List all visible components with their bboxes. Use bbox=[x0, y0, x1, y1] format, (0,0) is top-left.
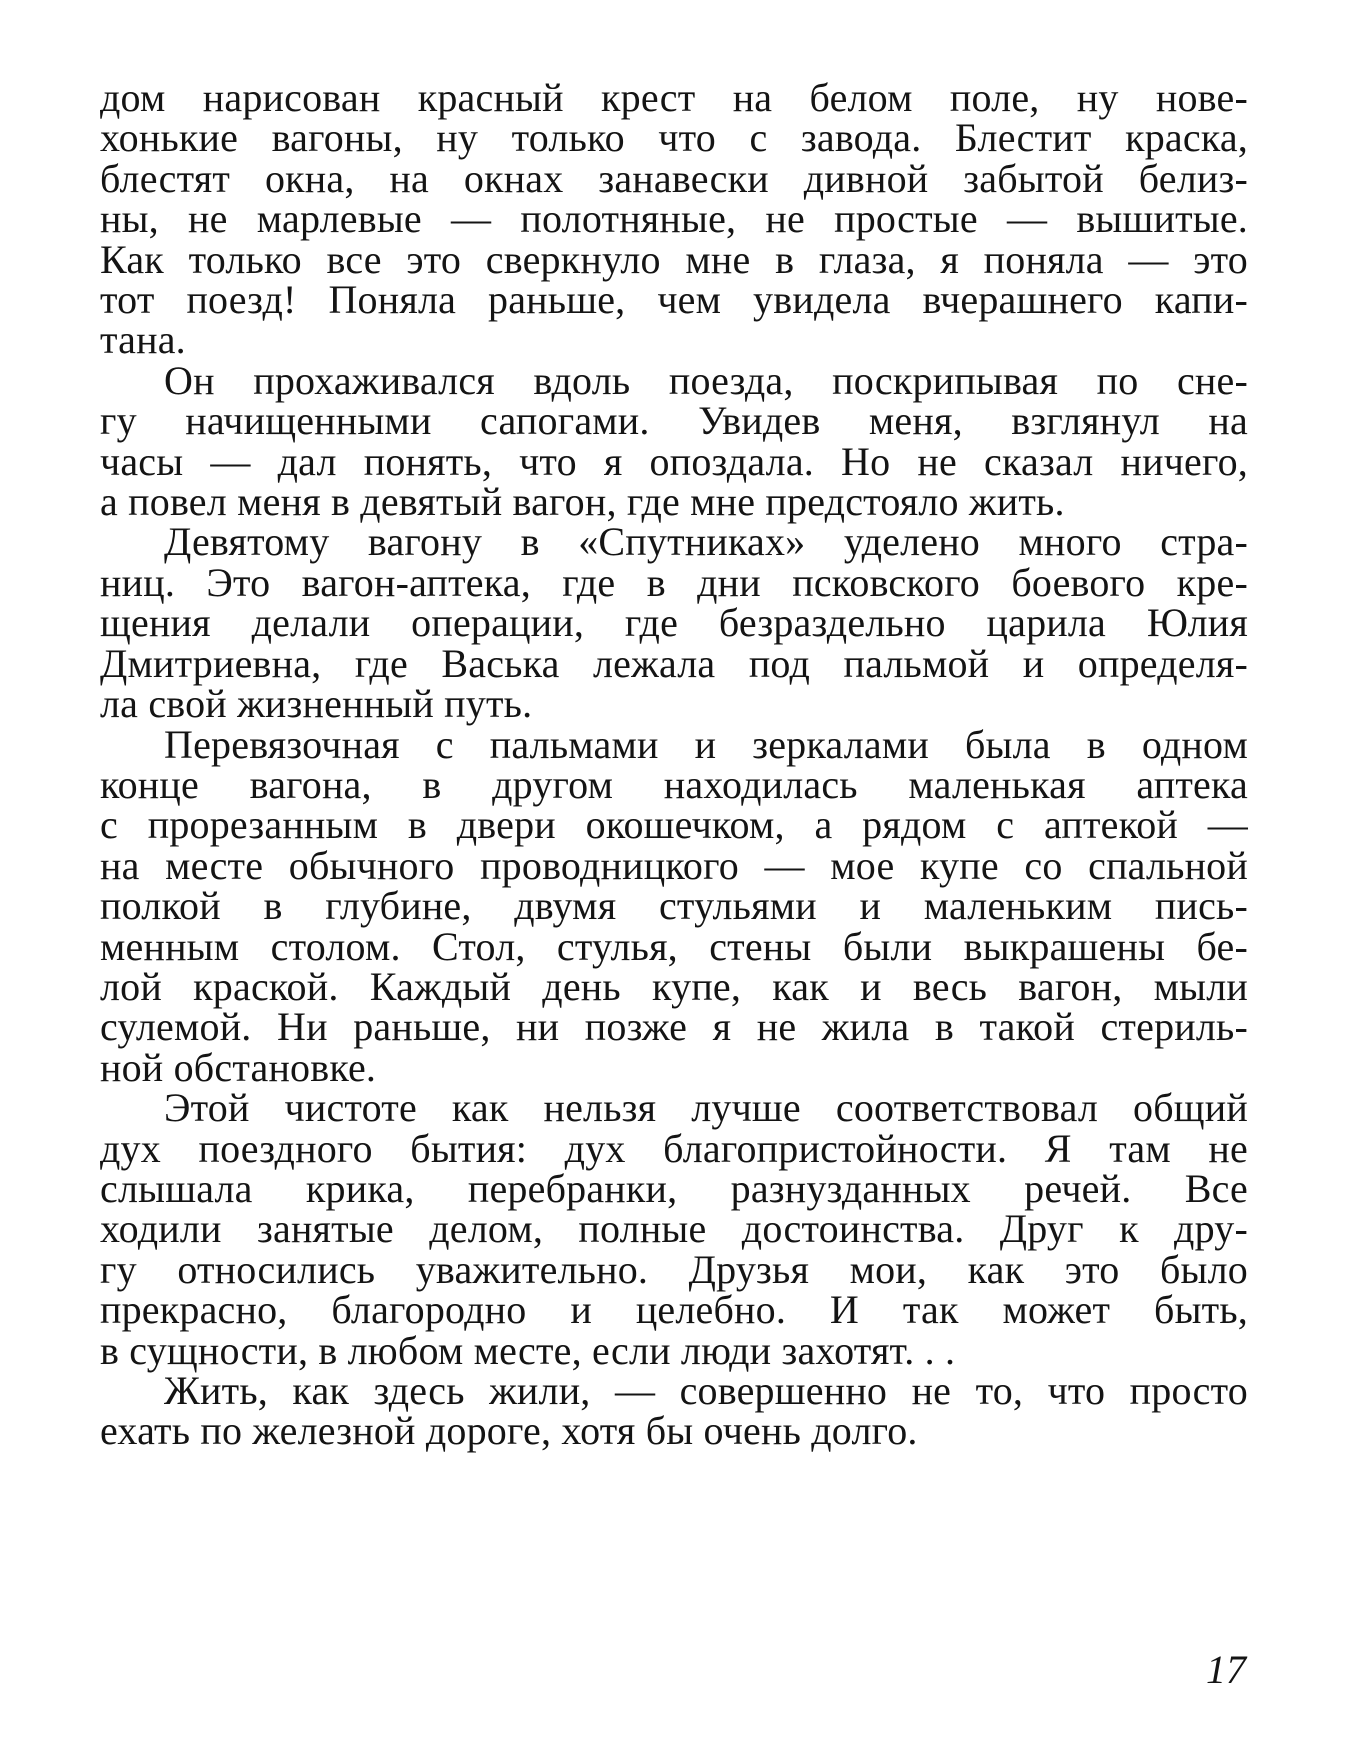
text-line: Как только все это сверкнуло мне в глаза, я поняла — это bbox=[100, 236, 1248, 282]
text-line: на месте обычного проводницкого — мое купе со спальной bbox=[100, 842, 1248, 888]
text-line: блестят окна, на окнах занавески дивной забытой белиз- bbox=[100, 155, 1248, 201]
text-line: полкой в глубине, двумя стульями и маленьким пись- bbox=[100, 883, 1248, 929]
text-line: дух поездного бытия: дух благопристойности. Я там не bbox=[100, 1125, 1248, 1171]
text-line: тот поезд! Поняла раньше, чем увидела вчерашнего капи- bbox=[100, 277, 1248, 323]
text-line: гу начищенными сапогами. Увидев меня, взглянул на bbox=[100, 398, 1248, 444]
text-line: Этой чистоте как нельзя лучше соответствовал общий bbox=[164, 1085, 1248, 1131]
text-line: а повел меня в девятый вагон, где мне предстояло жить. bbox=[100, 479, 1065, 525]
page-number: 17 bbox=[1206, 1647, 1246, 1692]
text-line: Девятому вагону в «Спутниках» уделено много стра- bbox=[164, 519, 1248, 565]
text-line: Жить, как здесь жили, — совершенно не то, что просто bbox=[164, 1368, 1248, 1413]
text-line: ла свой жизненный путь. bbox=[100, 681, 533, 727]
text-line: ниц. Это вагон-аптека, где в дни псковского боевого кре- bbox=[100, 559, 1248, 605]
text-line: тана. bbox=[100, 317, 186, 363]
text-line: щения делали операции, где безраздельно царила Юлия bbox=[100, 600, 1248, 646]
paragraph bbox=[100, 1368, 1248, 1454]
text-line: ны, не марлевые — полотняные, не простые — вышитые. bbox=[100, 196, 1248, 242]
text-line: ходили занятые делом, полные достоинства. Друг к дру- bbox=[100, 1206, 1248, 1252]
text-line: в сущности, в любом месте, если люди захотят. . . bbox=[100, 1327, 956, 1373]
text-line: с прорезанным в двери окошечком, а рядом с аптекой — bbox=[100, 802, 1248, 848]
paragraph bbox=[100, 1085, 1248, 1373]
text-line: Он прохаживался вдоль поезда, поскрипывая по сне- bbox=[164, 357, 1248, 403]
text-line: дом нарисован красный крест на белом поле, ну нове- bbox=[100, 75, 1248, 120]
text-line: Дмитриевна, где Васька лежала под пальмой и определя- bbox=[100, 640, 1248, 686]
text-line: сулемой. Ни раньше, ни позже я не жила в такой стериль- bbox=[100, 1004, 1248, 1050]
paragraph bbox=[100, 75, 1248, 363]
text-line: менным столом. Стол, стулья, стены были выкрашены бе- bbox=[100, 923, 1248, 969]
paragraph bbox=[100, 357, 1248, 525]
text-line: лой краской. Каждый день купе, как и весь вагон, мыли bbox=[100, 963, 1248, 1009]
body-text bbox=[100, 75, 1248, 1454]
text-line: хонькие вагоны, ну только что с завода. Блестит краска, bbox=[100, 115, 1248, 161]
paragraph bbox=[100, 519, 1248, 727]
text-line: ехать по железной дороге, хотя бы очень долго. bbox=[100, 1408, 918, 1454]
text-line: прекрасно, благородно и целебно. И так может быть, bbox=[100, 1287, 1248, 1333]
text-line: ной обстановке. bbox=[100, 1044, 377, 1090]
paragraph bbox=[100, 721, 1248, 1090]
text-line: Перевязочная с пальмами и зеркалами была в одном bbox=[164, 721, 1248, 767]
text-line: гу относились уважительно. Друзья мои, как это было bbox=[100, 1246, 1248, 1292]
text-line: конце вагона, в другом находилась маленькая аптека bbox=[100, 761, 1248, 807]
text-line: часы — дал понять, что я опоздала. Но не сказал ничего, bbox=[100, 438, 1248, 484]
text-line: слышала крика, перебранки, разнузданных речей. Все bbox=[100, 1165, 1248, 1211]
